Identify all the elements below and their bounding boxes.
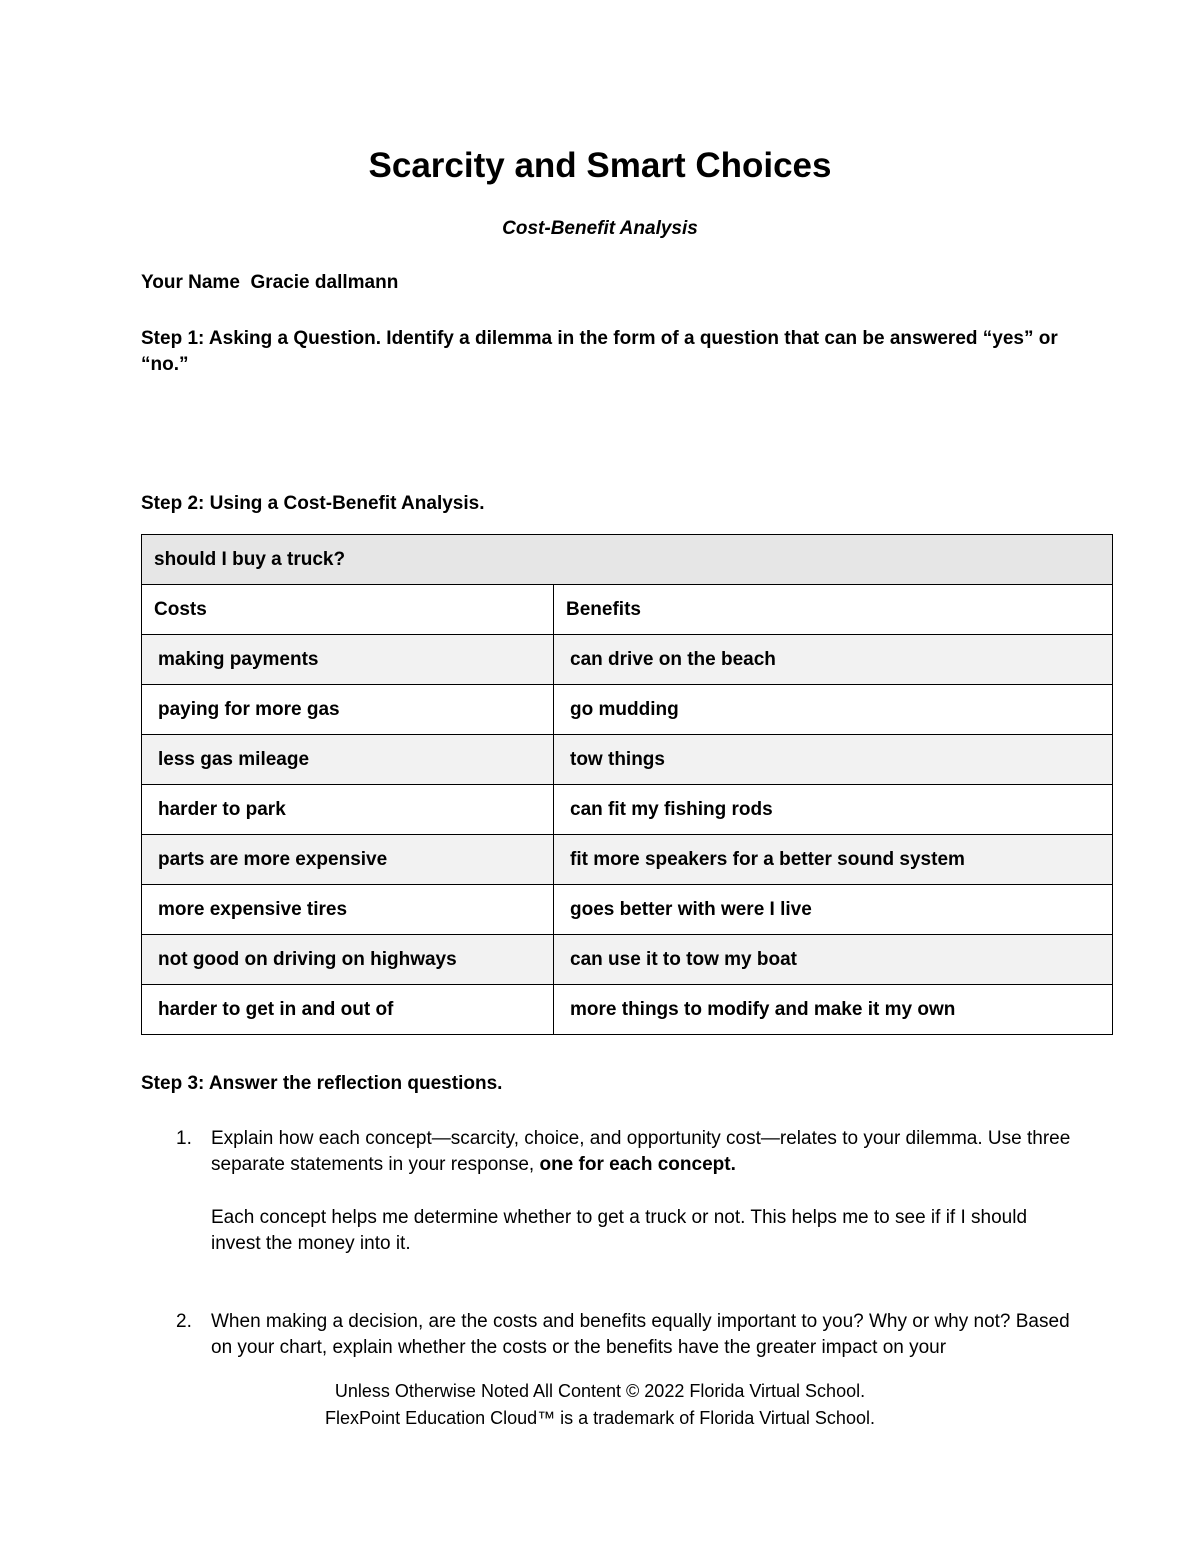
table-row: [142, 785, 1113, 835]
page-title: Scarcity and Smart Choices: [368, 146, 832, 185]
table-row: [142, 835, 1113, 885]
question-item: [141, 1126, 1071, 1257]
table-question: should I buy a truck?: [142, 535, 1113, 585]
table-question-row: [142, 535, 1113, 585]
page-subtitle: Cost-Benefit Analysis: [502, 218, 698, 239]
benefit-cell: goes better with were I live: [554, 885, 1113, 935]
step-3-heading: Step 3: Answer the reflection questions.: [141, 1073, 503, 1094]
table-row: [142, 885, 1113, 935]
benefit-cell: can fit my fishing rods: [554, 785, 1113, 835]
name-value: Gracie dallmann: [250, 272, 399, 293]
cost-cell: harder to get in and out of: [142, 985, 554, 1035]
cost-cell: less gas mileage: [142, 735, 554, 785]
trademark-line: FlexPoint Education Cloud™ is a trademark of Florida Virtual School.: [325, 1408, 875, 1428]
benefit-cell: fit more speakers for a better sound system: [554, 835, 1113, 885]
question-prompt: Explain how each concept—scarcity, choice, and opportunity cost—relates to your dilemma. Use three separate statements in your response,: [211, 1128, 1071, 1175]
benefit-cell: can use it to tow my boat: [554, 935, 1113, 985]
table-row: [142, 935, 1113, 985]
question-emphasis: one for each concept.: [539, 1154, 736, 1175]
cost-cell: harder to park: [142, 785, 554, 835]
question-item: [141, 1309, 1071, 1361]
name-line: [141, 272, 398, 294]
page-footer: [0, 1378, 1200, 1432]
cost-cell: more expensive tires: [142, 885, 554, 935]
table-row: [142, 635, 1113, 685]
reflection-questions: [141, 1126, 1071, 1361]
table-row: [142, 735, 1113, 785]
cost-cell: making payments: [142, 635, 554, 685]
table-row: [142, 985, 1113, 1035]
step-1-heading: Step 1: Asking a Question. Identify a dilemma in the form of a question that can be answered “yes” or “no.”: [141, 328, 1058, 375]
table-header-row: [142, 585, 1113, 635]
name-label: Your Name: [141, 272, 240, 293]
cost-cell: parts are more expensive: [142, 835, 554, 885]
cost-cell: paying for more gas: [142, 685, 554, 735]
benefits-header: Benefits: [554, 585, 1113, 635]
copyright-line: Unless Otherwise Noted All Content © 2022 Florida Virtual School.: [334, 1381, 866, 1401]
question-text: [211, 1126, 1071, 1178]
benefit-cell: tow things: [554, 735, 1113, 785]
step-2-heading: Step 2: Using a Cost-Benefit Analysis.: [141, 493, 485, 514]
question-number: 1.: [176, 1128, 192, 1149]
benefit-cell: can drive on the beach: [554, 635, 1113, 685]
costs-header: Costs: [142, 585, 554, 635]
table-row: [142, 685, 1113, 735]
cost-benefit-table: [141, 534, 1113, 1035]
question-answer: Each concept helps me determine whether to get a truck or not. This helps me to see if if I should invest the money into it.: [211, 1207, 1028, 1254]
cost-cell: not good on driving on highways: [142, 935, 554, 985]
question-number: 2.: [176, 1311, 192, 1332]
benefit-cell: go mudding: [554, 685, 1113, 735]
question-prompt: When making a decision, are the costs and benefits equally important to you? Why or why not? Based on your chart, explain whether the costs or the benefits have the greater impact on your: [211, 1311, 1070, 1358]
benefit-cell: more things to modify and make it my own: [554, 985, 1113, 1035]
